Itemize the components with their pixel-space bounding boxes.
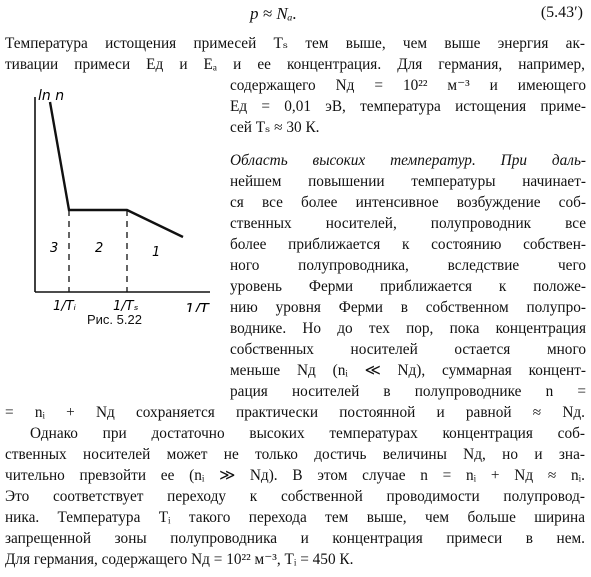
figure-plot (5, 82, 225, 312)
text-line: сей Tₛ ≈ 30 К. (230, 119, 320, 136)
text-line: Eд = 0,01 эВ, температура истощения приме- (230, 98, 586, 115)
equation-5-43 (0, 4, 591, 26)
text-line: = nᵢ + Nд сохраняется практически постоянной и равной ≈ Nд. (5, 404, 585, 421)
text-line: ного полупроводника, вследствие чего (230, 257, 586, 274)
text-line: более приближается к состоянию собствен- (230, 236, 586, 253)
text-line: Температура истощения примесей Tₛ тем выше, чем выше энергия ак- (5, 35, 585, 52)
ln-n-curve (50, 102, 183, 237)
text-line: запрещенной зоны полупроводника и концентрация примеси в нем. (5, 530, 585, 547)
text-line: ственных носителей может не только достичь величины Nд, но и зна- (5, 446, 585, 463)
text-line: уровень Ферми приближается к положе- (230, 278, 586, 295)
region-label-1: 1 (152, 245, 161, 260)
text-line: Однако при достаточно высоких температурах концентрация соб- (30, 425, 585, 442)
text-line: ся все более интенсивное возбуждение соб- (230, 194, 586, 211)
text-line: рация носителей в полупроводнике n = (230, 383, 586, 400)
region-label-3: 3 (50, 241, 59, 256)
equation-number: (5.43′) (540, 4, 583, 21)
text-line: тивации примеси Eд и Eₐ и ее концентрация. Для германия, например, (5, 56, 585, 73)
equation-expression: p ≈ Nₐ. (250, 4, 297, 23)
section-heading-line: Область высоких температур. При даль- (230, 152, 586, 169)
text-line: воднике. Но до тех пор, пока концентрация (230, 320, 586, 337)
tick-label-ts: 1/Tₛ (113, 299, 139, 312)
figure-caption: Рис. 5.22 (87, 312, 142, 327)
x-axis-label: 1/T (185, 300, 209, 312)
region-label-2: 2 (95, 241, 104, 256)
text-line: собственных носителей остается много (230, 341, 586, 358)
text-line: меньше Nд (nᵢ ≪ Nд), суммарная концент- (230, 362, 586, 379)
text-line: ственных носителей, полупроводник все (230, 215, 586, 232)
text-line: ника. Температура Tᵢ такого перехода тем выше, чем больше ширина (5, 509, 585, 526)
text-line: нейшем повышении температуры начинает- (230, 173, 586, 190)
figure-5-22 (5, 82, 225, 342)
text-line: нию уровня Ферми в собственном полупро- (230, 299, 586, 316)
text-line: чительно превзойти ее (nᵢ ≫ Nд). В этом случае n = nᵢ + Nд ≈ nᵢ. (5, 467, 585, 484)
text-line: Для германия, содержащего Nд = 10²² м⁻³, Tᵢ = 450 К. (5, 551, 354, 568)
text-line: Это соответствует переходу к собственной проводимости полупровод- (5, 488, 585, 505)
text-line: содержащего Nд = 10²² м⁻³ и имеющего (230, 77, 586, 94)
tick-label-ti: 1/Tᵢ (53, 299, 76, 312)
y-axis-label: ln n (38, 88, 65, 104)
